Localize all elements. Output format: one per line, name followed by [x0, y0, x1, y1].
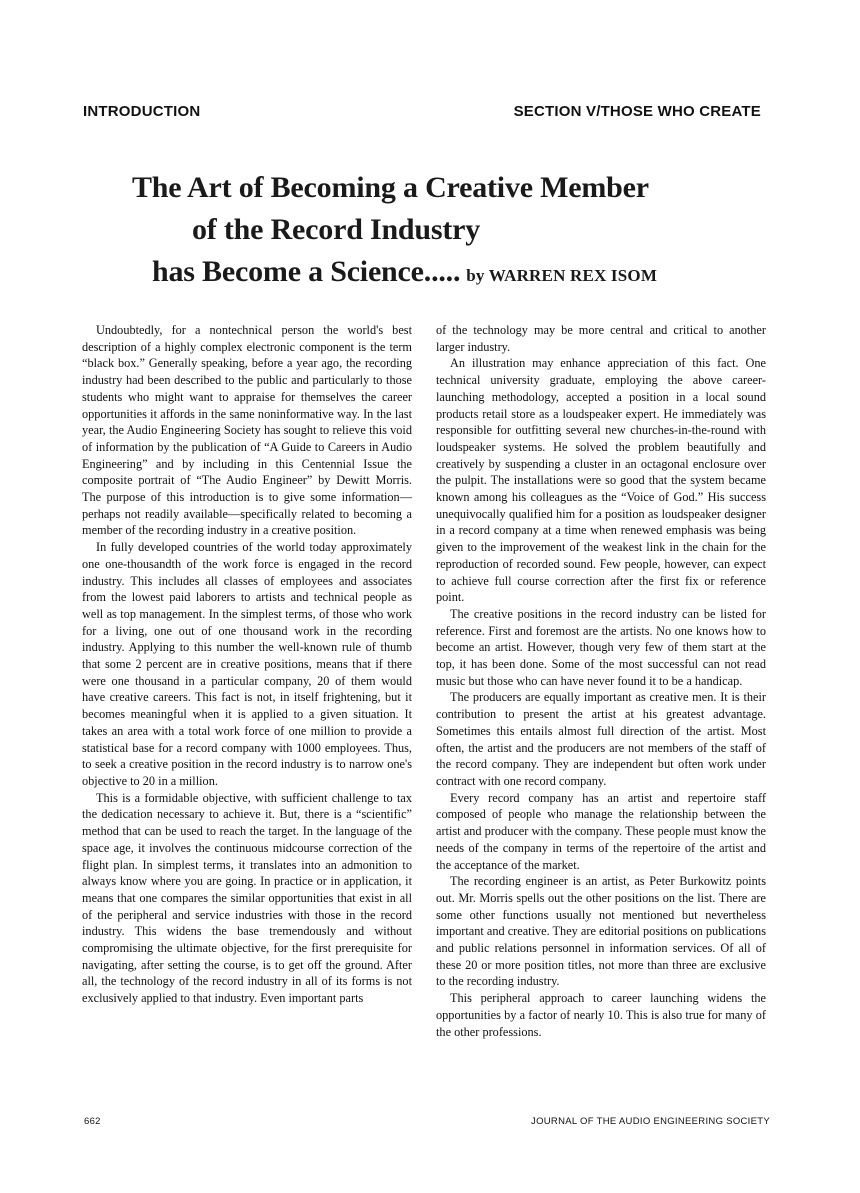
title-line-3: [152, 254, 657, 294]
paragraph: The creative positions in the record industry can be listed for reference. First and foremost are the artists. No one knows how to become an artist. However, though very few of them start at the top, it has been done. Some of the most successful can not read music but those who can have never found it to be a handicap.: [436, 606, 766, 688]
title-line-1: The Art of Becoming a Creative Member: [132, 171, 649, 204]
paragraph: This is a formidable objective, with sufficient challenge to tax the dedication necessary to achieve it. But, there is a “scientific” method that can be used to reach the target. In the language of the space age, it involves the continuous midcourse correction of the flight plan. In simplest terms, it translates into an admonition to always know where you are going. In practice or in application, it means that one compares the similar opportunities that exist in all of the peripheral and service industries with those in the record industry. This widens the base tremendously and without compromising the ultimate objective, for the first prerequisite for navigating, after setting the course, is to get off the ground. After all, the technology of the record industry in all of its forms is not exclusively applied to that industry. Even important parts: [82, 790, 412, 1006]
title-line-2: of the Record Industry: [192, 213, 481, 246]
paragraph-continued: of the technology may be more central and critical to another larger industry.: [436, 323, 766, 354]
paragraph: Every record company has an artist and repertoire staff composed of people who manage the relationship between the artist and producer with the company. These people must know the needs of the company in terms of the repertoire of the artist and the acceptance of the market.: [436, 790, 766, 872]
paragraph: The producers are equally important as creative men. It is their contribution to present the artist at his greatest advantage. Sometimes this entails almost full direction of the artist. Most often, the artist and the producers are not members of the staff of the record company. They are independent but often work under contract with one record company.: [436, 690, 766, 788]
journal-name: JOURNAL OF THE AUDIO ENGINEERING SOCIETY: [531, 1116, 770, 1127]
left-column: [82, 322, 412, 1007]
paragraph: This peripheral approach to career launching widens the opportunities by a factor of nearly 10. This is also true for many of the other professions.: [436, 991, 766, 1039]
paragraph: In fully developed countries of the world today approximately one one-thousandth of the work force is engaged in the record industry. This includes all classes of employees and associates from the lowest paid laborers to artists and technical people as well as top management. In the simplest terms, of those who work for a living, one out of one thousand work in the recording industry. Applying to this number the well-known rule of thumb that some 2 percent are in creative positions, means that if there were one thousand in a particular company, 20 of them would have creative careers. This fact is not, in itself frightening, but it becomes meaningful when it is applied to a given situation. It takes an area with a total work force of one million to provide a statistical base for a record company with 1000 employees. Thus, to seek a creative position in the record industry is to narrow one's objective to 20 in a million.: [82, 540, 412, 788]
paragraph: The recording engineer is an artist, as Peter Burkowitz points out. Mr. Morris spells out the other positions on the list. There are some other functions usually not mentioned but nevertheless important and creative. They are editorial positions on publications and public relations personnel in information services. Of all of these 20 or more position titles, not more than three are exclusive to the recording industry.: [436, 874, 766, 989]
paragraph: An illustration may enhance appreciation of this fact. One technical university graduate, employing the above career-launching methodology, accepted a position in a local sound products retail store as a loudspeaker expert. He immediately was responsible for outfitting several new churches-in-the-round with loudspeaker systems. He solved the problem beautifully and creatively by suspending a cluster in an octagonal enclosure over the pulpit. The installations were so good that the system became known among his colleagues as the “Voice of God.” His success unequivocally qualified him for a position as loudspeaker designer in a record company at a time when renewed emphasis was being given to the improvement of the weakest link in the chain for the reproduction of recorded sound. Few people, however, can expect to achieve full course correction after the first fix or reference point.: [436, 356, 766, 605]
section-header-right: SECTION V/THOSE WHO CREATE: [513, 103, 761, 120]
title-line-3-text: has Become a Science.....: [152, 255, 461, 288]
page-number: 662: [84, 1116, 101, 1127]
paragraph: Undoubtedly, for a nontechnical person the world's best description of a highly complex electronic component is the term “black box.” Generally speaking, before a year ago, the recording industry had been described to the public and particularly to those students who might want to appraise for themselves the career opportunities it affords in the same noninformative way. In the last year, the Audio Engineering Society has sought to relieve this void of information by the publication of “A Guide to Careers in Audio Engineering” and by including in this Centennial Issue the composite portrait of “The Audio Engineer” by Dewitt Morris. The purpose of this introduction is to give some information—perhaps not readily available—specifically related to becoming a member of the recording industry in a creative position.: [82, 323, 412, 538]
author-byline: by WARREN REX ISOM: [466, 266, 658, 285]
right-column: [436, 322, 766, 1040]
section-header-left: INTRODUCTION: [83, 103, 201, 120]
